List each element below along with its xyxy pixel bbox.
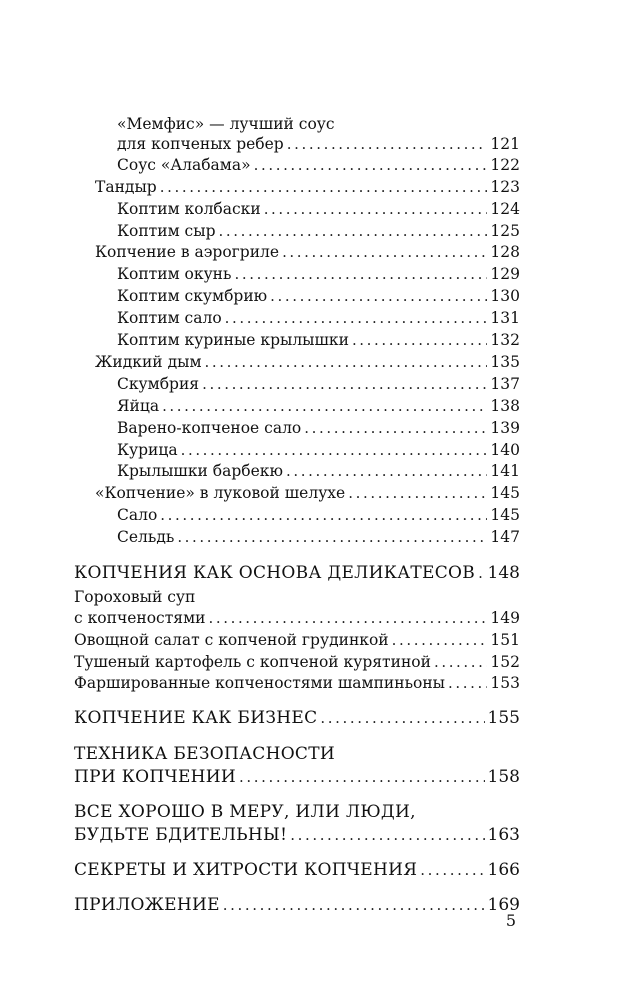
dot-leader (160, 180, 488, 195)
toc-section (74, 862, 520, 879)
dot-leader (219, 224, 488, 239)
toc-entry (117, 311, 520, 327)
toc-entry (74, 590, 520, 606)
toc-entry (95, 486, 520, 502)
toc-entry-title: Соус «Алабама» (117, 156, 251, 174)
toc-entry-page: 145 (490, 506, 520, 524)
toc-entry (117, 117, 520, 133)
toc-entry-page: 125 (490, 222, 520, 240)
toc-entry-page: 121 (490, 135, 520, 153)
toc-entry-title: Фаршированные копченостями шампиньоны (74, 674, 446, 692)
dot-leader (202, 377, 487, 392)
toc-entry-title: Скумбрия (117, 375, 200, 393)
toc-section-title: ВСЕ ХОРОШО В МЕРУ, ИЛИ ЛЮДИ, (74, 802, 416, 822)
toc-entry-page: 151 (490, 631, 520, 649)
toc-entry-page: 152 (490, 653, 520, 671)
toc-entry-page: 139 (490, 419, 520, 437)
toc-entry-page: 145 (490, 484, 520, 502)
toc-entry-title: Крылышки барбекю (117, 462, 283, 480)
toc-entry-page: 131 (490, 309, 520, 327)
toc-entry (117, 377, 520, 393)
page-number: 5 (505, 911, 516, 930)
toc-entry-page: 129 (490, 265, 520, 283)
toc-section-title: ТЕХНИКА БЕЗОПАСНОСТИ (74, 744, 336, 764)
toc-section-title: КОПЧЕНИЕ КАК БИЗНЕС (74, 708, 318, 728)
dot-leader (225, 311, 488, 326)
dot-leader (348, 486, 487, 501)
toc-section (74, 897, 520, 914)
dot-leader (177, 530, 487, 545)
toc-section (74, 565, 520, 582)
toc-entry-page: 132 (490, 331, 520, 349)
toc-entry (74, 676, 520, 692)
toc-entry (117, 333, 520, 349)
toc-entry (117, 289, 520, 305)
toc-entry-title: Коптим куриные крылышки (117, 331, 349, 349)
dot-leader (205, 355, 488, 370)
dot-leader (234, 267, 487, 282)
toc-entry (74, 633, 520, 649)
toc-entry-page: 149 (490, 609, 520, 627)
toc-section (74, 769, 520, 786)
toc-entry (117, 530, 520, 546)
toc-entry-title: Курица (117, 441, 178, 459)
toc-entry-title: Гороховый суп (74, 588, 196, 606)
toc-entry (117, 267, 520, 283)
toc-entry (74, 655, 520, 671)
toc-entry-page: 122 (490, 156, 520, 174)
toc-entry-page: 123 (490, 178, 520, 196)
toc-entry-page: 128 (490, 243, 520, 261)
toc-entry-page: 153 (490, 674, 520, 692)
toc-entry (117, 421, 520, 437)
dot-leader (181, 443, 488, 458)
toc-entry-title: Коптим окунь (117, 265, 232, 283)
dot-leader (239, 770, 485, 785)
toc-entry-title: с копченостями (74, 609, 206, 627)
toc-entry-title: Жидкий дым (95, 353, 202, 371)
dot-leader (270, 289, 487, 304)
toc-entry-page: 155 (487, 708, 520, 728)
toc-entry (117, 224, 520, 240)
toc-entry (95, 245, 520, 261)
dot-leader (160, 508, 487, 523)
dot-leader (352, 333, 487, 348)
toc-section-title: СЕКРЕТЫ И ХИТРОСТИ КОПЧЕНИЯ (74, 860, 418, 880)
dot-leader (434, 655, 487, 670)
toc-section-title: ПРИЛОЖЕНИЕ (74, 895, 220, 915)
toc-entry-page: 166 (487, 860, 520, 880)
toc-entry-title: «Мемфис» — лучший соус (117, 115, 335, 133)
dot-leader (208, 611, 487, 626)
toc-entry (117, 399, 520, 415)
toc-entry-page: 148 (487, 563, 520, 583)
toc-entry-page: 138 (490, 397, 520, 415)
toc-entry-title: Яйца (117, 397, 160, 415)
toc-entry-page: 137 (490, 375, 520, 393)
toc-entry-title: Варено-копченое сало (117, 419, 302, 437)
toc-section (74, 746, 520, 763)
toc-entry (117, 202, 520, 218)
toc-entry-title: «Копчение» в луковой шелухе (95, 484, 346, 502)
toc-section-title: ПРИ КОПЧЕНИИ (74, 767, 237, 787)
dot-leader (392, 633, 488, 648)
toc-entry-page: 169 (487, 895, 520, 915)
dot-leader (264, 202, 488, 217)
dot-leader (448, 676, 487, 691)
toc-entry (117, 443, 520, 459)
toc-entry-title: Тандыр (95, 178, 157, 196)
dot-leader (287, 137, 488, 152)
dot-leader (254, 158, 488, 173)
toc-entry-title: Сало (117, 506, 158, 524)
dot-leader (320, 711, 484, 726)
toc-entry (117, 158, 520, 174)
toc-entry-title: Тушеный картофель с копченой курятиной (74, 653, 431, 671)
toc-entry-title: Коптим колбаски (117, 200, 261, 218)
toc-section (74, 827, 520, 844)
toc-entry-title: для копченых ребер (117, 135, 284, 153)
toc-entry-title: Овощной салат с копченой грудинкой (74, 631, 389, 649)
toc-entry (117, 137, 520, 153)
toc-entry (95, 180, 520, 196)
dot-leader (478, 566, 484, 581)
toc-entry-title: Коптим сало (117, 309, 222, 327)
dot-leader (290, 828, 484, 843)
toc-entry (117, 464, 520, 480)
toc-section (74, 804, 520, 821)
toc-section (74, 710, 520, 727)
toc-entry-page: 141 (490, 462, 520, 480)
toc-entry-title: Коптим скумбрию (117, 287, 268, 305)
dot-leader (304, 421, 487, 436)
toc-entry-title: Копчение в аэрогриле (95, 243, 280, 261)
toc-entry (117, 508, 520, 524)
toc-entry-page: 124 (490, 200, 520, 218)
toc-section-title: БУДЬТЕ БДИТЕЛЬНЫ! (74, 825, 288, 845)
toc-entry-page: 163 (487, 825, 520, 845)
toc-entry-page: 147 (490, 528, 520, 546)
toc-entry-title: Коптим сыр (117, 222, 216, 240)
dot-leader (286, 464, 487, 479)
toc-entry-page: 130 (490, 287, 520, 305)
toc-entry-page: 135 (490, 353, 520, 371)
toc-entry-page: 140 (490, 441, 520, 459)
dot-leader (282, 245, 487, 260)
dot-leader (420, 863, 484, 878)
dot-leader (162, 399, 487, 414)
toc-entry (74, 611, 520, 627)
dot-leader (223, 898, 485, 913)
toc-entry-title: Сельдь (117, 528, 175, 546)
toc-entry-page: 158 (487, 767, 520, 787)
toc-entry (95, 355, 520, 371)
toc-section-title: КОПЧЕНИЯ КАК ОСНОВА ДЕЛИКАТЕСОВ (74, 563, 476, 583)
